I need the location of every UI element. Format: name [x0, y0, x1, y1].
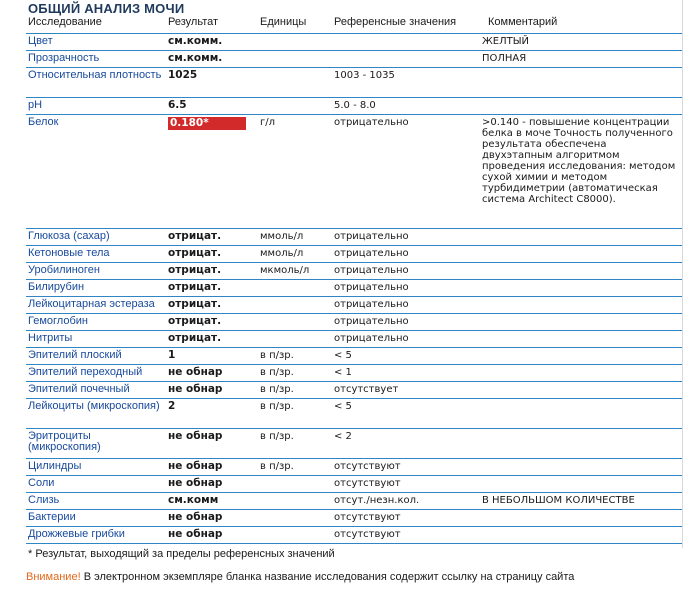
- comment-value: В НЕБОЛЬШОМ КОЛИЧЕСТВЕ: [480, 493, 682, 510]
- comment-value: ЖЕЛТЫЙ: [480, 34, 682, 51]
- test-name-link[interactable]: Эпителий переходный: [26, 365, 166, 382]
- reference-value: отсутствуют: [332, 527, 480, 544]
- units-value: [258, 493, 332, 510]
- units-value: [258, 280, 332, 297]
- units-value: ммоль/л: [258, 229, 332, 246]
- report-title: ОБЩИЙ АНАЛИЗ МОЧИ: [28, 1, 185, 16]
- test-name-link[interactable]: Бактерии: [26, 510, 166, 527]
- units-value: в п/зр.: [258, 399, 332, 429]
- units-value: [258, 51, 332, 68]
- results-table: [26, 15, 682, 544]
- table-row: [26, 331, 682, 348]
- comment-value: [480, 68, 682, 98]
- test-name-link[interactable]: Цвет: [26, 34, 166, 51]
- reference-value: отсутствуют: [332, 476, 480, 493]
- units-value: [258, 68, 332, 98]
- result-value: отрицат.: [166, 246, 258, 263]
- test-name-link[interactable]: Относительная плотность: [26, 68, 166, 98]
- result-value: 6.5: [166, 98, 258, 115]
- test-name-link[interactable]: Нитриты: [26, 331, 166, 348]
- result-value: см.комм.: [166, 51, 258, 68]
- units-value: г/л: [258, 115, 332, 229]
- reference-value: 5.0 - 8.0: [332, 98, 480, 115]
- header-name: Исследование: [26, 15, 166, 34]
- comment-value: [480, 365, 682, 382]
- comment-value: [480, 382, 682, 399]
- table-row: [26, 51, 682, 68]
- result-value: не обнар: [166, 510, 258, 527]
- comment-value: [480, 476, 682, 493]
- result-value: [166, 115, 258, 229]
- table-row: [26, 98, 682, 115]
- comment-value: [480, 459, 682, 476]
- comment-value: [480, 280, 682, 297]
- table-row: [26, 459, 682, 476]
- result-value: 1: [166, 348, 258, 365]
- test-name-link[interactable]: Цилиндры: [26, 459, 166, 476]
- reference-value: отсутствует: [332, 382, 480, 399]
- reference-value: отрицательно: [332, 263, 480, 280]
- test-name-link[interactable]: Гемоглобин: [26, 314, 166, 331]
- header-reference: Референсные значения: [332, 15, 480, 34]
- table-row: [26, 263, 682, 280]
- reference-value: отрицательно: [332, 331, 480, 348]
- result-value: отрицат.: [166, 229, 258, 246]
- units-value: в п/зр.: [258, 348, 332, 365]
- reference-value: отрицательно: [332, 229, 480, 246]
- table-row: [26, 365, 682, 382]
- comment-value: [480, 314, 682, 331]
- header-result: Результат: [166, 15, 258, 34]
- result-value: не обнар: [166, 365, 258, 382]
- comment-value: [480, 246, 682, 263]
- result-value: не обнар: [166, 429, 258, 459]
- table-header-row: [26, 15, 682, 34]
- reference-value: < 2: [332, 429, 480, 459]
- test-name-link[interactable]: Эпителий плоский: [26, 348, 166, 365]
- test-name-link[interactable]: Эритроциты (микроскопия): [26, 429, 166, 459]
- lab-report: [26, 0, 683, 548]
- comment-value: [480, 331, 682, 348]
- units-value: [258, 98, 332, 115]
- table-row: [26, 314, 682, 331]
- test-name-link[interactable]: Глюкоза (сахар): [26, 229, 166, 246]
- test-name-link[interactable]: Лейкоциты (микроскопия): [26, 399, 166, 429]
- result-value: не обнар: [166, 476, 258, 493]
- table-row: [26, 229, 682, 246]
- comment-value: [480, 263, 682, 280]
- reference-value: < 5: [332, 399, 480, 429]
- reference-value: отрицательно: [332, 297, 480, 314]
- table-row: [26, 246, 682, 263]
- table-row: [26, 115, 682, 229]
- reference-value: отсут./незн.кол.: [332, 493, 480, 510]
- result-value: см.комм: [166, 493, 258, 510]
- footnote: * Результат, выходящий за пределы референсных значений: [28, 548, 335, 560]
- comment-value: [480, 98, 682, 115]
- table-row: [26, 399, 682, 429]
- units-value: в п/зр.: [258, 429, 332, 459]
- table-row: [26, 510, 682, 527]
- result-value: отрицат.: [166, 314, 258, 331]
- units-value: в п/зр.: [258, 365, 332, 382]
- comment-value: [480, 510, 682, 527]
- header-comment: Комментарий: [480, 15, 682, 34]
- comment-value: [480, 297, 682, 314]
- test-name-link[interactable]: Белок: [26, 115, 166, 229]
- test-name-link[interactable]: Слизь: [26, 493, 166, 510]
- result-value: отрицат.: [166, 263, 258, 280]
- reference-value: [332, 34, 480, 51]
- header-units: Единицы: [258, 15, 332, 34]
- table-row: [26, 429, 682, 459]
- result-value: отрицат.: [166, 297, 258, 314]
- reference-value: < 5: [332, 348, 480, 365]
- result-value: не обнар: [166, 459, 258, 476]
- comment-value: [480, 527, 682, 544]
- units-value: [258, 314, 332, 331]
- units-value: [258, 297, 332, 314]
- comment-value: [480, 229, 682, 246]
- table-row: [26, 297, 682, 314]
- table-row: [26, 476, 682, 493]
- warning-note: [26, 571, 574, 583]
- test-name-link[interactable]: pH: [26, 98, 166, 115]
- table-row: [26, 68, 682, 98]
- result-value: не обнар: [166, 382, 258, 399]
- reference-value: отрицательно: [332, 246, 480, 263]
- test-name-link[interactable]: Прозрачность: [26, 51, 166, 68]
- table-row: [26, 34, 682, 51]
- units-value: [258, 34, 332, 51]
- table-row: [26, 348, 682, 365]
- units-value: в п/зр.: [258, 459, 332, 476]
- warning-label: Внимание!: [26, 571, 81, 583]
- result-value: отрицат.: [166, 331, 258, 348]
- result-value: 1025: [166, 68, 258, 98]
- reference-value: отсутствуют: [332, 459, 480, 476]
- units-value: [258, 527, 332, 544]
- table-row: [26, 493, 682, 510]
- units-value: ммоль/л: [258, 246, 332, 263]
- result-value: не обнар: [166, 527, 258, 544]
- test-name-link[interactable]: Билирубин: [26, 280, 166, 297]
- comment-value: [480, 348, 682, 365]
- table-row: [26, 280, 682, 297]
- test-name-link[interactable]: Кетоновые тела: [26, 246, 166, 263]
- result-value: см.комм.: [166, 34, 258, 51]
- test-name-link[interactable]: Соли: [26, 476, 166, 493]
- reference-value: [332, 51, 480, 68]
- units-value: [258, 331, 332, 348]
- units-value: [258, 476, 332, 493]
- comment-value: ПОЛНАЯ: [480, 51, 682, 68]
- out-of-range-flag: 0.180*: [168, 117, 246, 130]
- test-name-link[interactable]: Уробилиноген: [26, 263, 166, 280]
- result-value: отрицат.: [166, 280, 258, 297]
- units-value: мкмоль/л: [258, 263, 332, 280]
- comment-value: >0.140 - повышение концентрации белка в моче Точность полученного результата обеспечена двухэтапным алгоритмом проведения исследования: методом сухой химии и методом турбидиметрии (автоматическая система Architect C8000).: [480, 115, 682, 229]
- reference-value: отсутствуют: [332, 510, 480, 527]
- comment-value: [480, 399, 682, 429]
- test-name-link[interactable]: Лейкоцитарная эстераза: [26, 297, 166, 314]
- warning-text: В электронном экземпляре бланка название исследования содержит ссылку на страницу сайта: [83, 571, 575, 583]
- reference-value: < 1: [332, 365, 480, 382]
- comment-value: [480, 429, 682, 459]
- units-value: [258, 510, 332, 527]
- test-name-link[interactable]: Дрожжевые грибки: [26, 527, 166, 544]
- reference-value: отрицательно: [332, 280, 480, 297]
- result-value: 2: [166, 399, 258, 429]
- table-row: [26, 382, 682, 399]
- reference-value: 1003 - 1035: [332, 68, 480, 98]
- test-name-link[interactable]: Эпителий почечный: [26, 382, 166, 399]
- reference-value: отрицательно: [332, 115, 480, 229]
- table-row: [26, 527, 682, 544]
- units-value: в п/зр.: [258, 382, 332, 399]
- reference-value: отрицательно: [332, 314, 480, 331]
